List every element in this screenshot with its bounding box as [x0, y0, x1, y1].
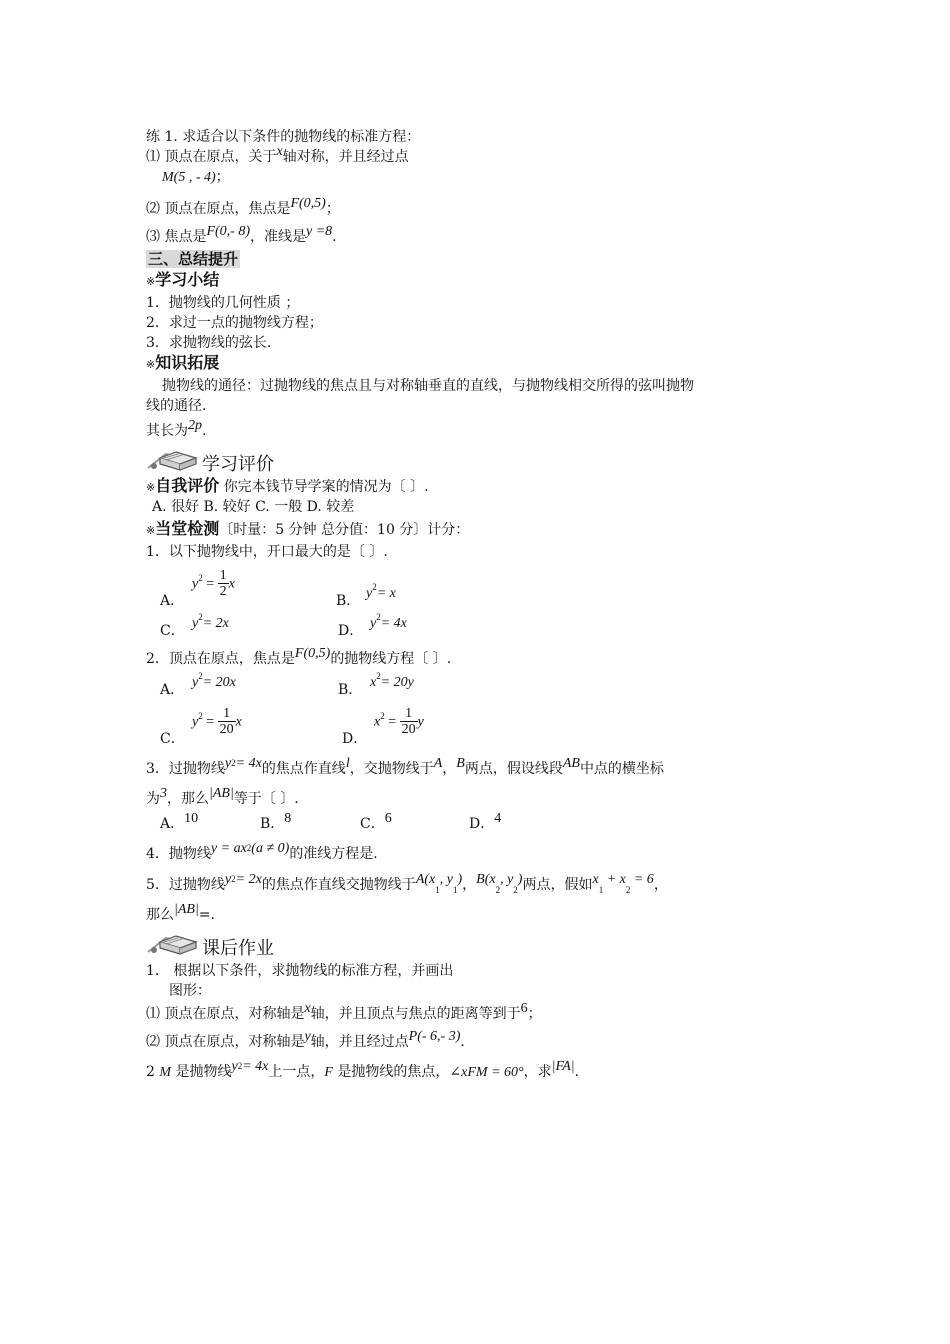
text: B．: [338, 682, 363, 698]
extension-heading: [146, 354, 219, 374]
fraction: [218, 568, 229, 599]
math-ab: AB: [562, 756, 580, 771]
class-test: [146, 520, 469, 540]
text: 图形：: [169, 983, 211, 999]
extension-text: [146, 397, 206, 415]
text: 3．过抛物线: [146, 761, 225, 777]
text: D．: [469, 816, 495, 832]
text: C．: [160, 731, 185, 747]
text: ，那么: [167, 791, 209, 807]
text: ，: [653, 877, 668, 893]
text: 两点，假设线段: [464, 761, 563, 777]
text: 的准线方程是.: [289, 846, 378, 862]
text: .: [460, 1034, 465, 1050]
numerator: 1: [219, 568, 227, 583]
math-sum: x: [592, 872, 599, 887]
math-point-f: F(0,5): [290, 196, 326, 211]
text: 轴，并且顶点与焦点的距离等到于: [310, 1006, 521, 1022]
math-m: M: [159, 1065, 172, 1080]
option-label: [469, 811, 502, 834]
math-point-b: , y: [500, 872, 514, 887]
homework-banner: [146, 930, 346, 960]
math-expr: = 4x: [380, 616, 407, 631]
q1-option-c-expr: $y^2= 2x$: [192, 612, 229, 631]
question-3-cont: [146, 786, 299, 809]
text: 1．以下抛物线中，开口最大的是〔 〕.: [146, 544, 388, 560]
star-icon: ※: [146, 275, 156, 288]
summary-item: [146, 314, 323, 332]
text: 那么: [146, 907, 174, 923]
math-3: 3: [160, 786, 167, 801]
book-icon: [146, 930, 202, 958]
practice-title-text: 练 1. 求适合以下条件的抛物线的标准方程：: [146, 129, 421, 145]
text: ⑶ 焦点是: [146, 229, 207, 245]
text: B．: [260, 816, 285, 832]
text: 1．抛物线的几何性质 ；: [146, 295, 300, 311]
math-point-a: ): [457, 872, 463, 887]
option-value: 6: [384, 811, 392, 826]
text: .: [574, 1064, 580, 1080]
option-value: 10: [184, 811, 199, 826]
summary-heading: [146, 271, 219, 291]
question-1: [146, 543, 388, 561]
q2-option-c-expr: $y^2$ = $\frac{1}{20}$ x: [192, 706, 242, 737]
practice-item-1-point: [162, 168, 230, 187]
text: 两点，假如: [522, 877, 593, 893]
math-expr: = 2x: [235, 872, 262, 887]
math-f: F: [324, 1065, 333, 1080]
text: D．: [338, 623, 364, 639]
text: 1． 根据以下条件，求抛物线的标准方程，并画出: [146, 963, 454, 979]
text: 线的通径.: [146, 398, 207, 414]
math-point-m: M(5 , - 4): [162, 170, 216, 185]
text: ，: [462, 877, 477, 893]
summary-title: 学习小结: [155, 270, 220, 289]
q1-option-a-expr: $y^2$ = $\frac{1}{2}$ x: [192, 568, 235, 599]
text: 2．顶点在原点，焦点是: [146, 651, 295, 667]
eval-banner: [146, 446, 346, 476]
math-expr: = 20x: [202, 675, 236, 690]
option-label: [160, 811, 199, 834]
text: 中点的横坐标: [579, 761, 664, 777]
text: ⑴ 顶点在原点，关于: [146, 149, 277, 165]
math-y: y: [304, 1029, 311, 1044]
math-expr: = 4x: [242, 1059, 269, 1074]
option-label: [160, 681, 184, 699]
extension-text: [162, 377, 694, 395]
text: ，准线是: [250, 229, 306, 245]
text: ，求: [523, 1064, 552, 1080]
text: A．: [160, 593, 185, 609]
section-heading-text: 三、总结提升: [148, 250, 239, 268]
numerator: 1: [400, 706, 418, 722]
homework-1-cont: [169, 982, 211, 1000]
homework-2: 2 M 是抛物线$y^2= 4x$上一点，F 是抛物线的焦点，∠xFM = 60°，求|FA|.: [146, 1059, 580, 1080]
text: ⑵ 顶点在原点，焦点是: [146, 201, 291, 217]
math-abs-fa: |FA|: [551, 1059, 575, 1074]
fraction: [400, 706, 418, 737]
q2-option-d-expr: $x^2$ = $\frac{1}{20}$ y: [374, 706, 424, 737]
text: 2: [146, 1064, 155, 1080]
homework-banner-title: 课后作业: [202, 938, 274, 959]
text: 你完本钱节导学案的情况为〔 〕.: [223, 479, 429, 495]
math-condition: (a ≠ 0): [251, 841, 290, 856]
math-point-b: B(x: [476, 872, 496, 887]
math-angle: ∠xFM = 60°: [449, 1065, 524, 1080]
q1-option-b-expr: $y^2= x$: [366, 582, 396, 601]
math-abs-ab: |AB|: [174, 902, 199, 917]
self-eval: [146, 477, 429, 497]
practice-title: [146, 128, 420, 146]
numerator: 1: [218, 706, 236, 722]
text: 是抛物线的焦点，: [337, 1064, 450, 1080]
text: 的抛物线方程〔 〕.: [330, 651, 452, 667]
text: =.: [198, 907, 215, 923]
math-expr: = 20y: [380, 675, 414, 690]
text: 其长为: [146, 423, 188, 439]
text: 为: [146, 791, 160, 807]
math-directrix: y =8: [306, 224, 333, 239]
question-4: 4．抛物线$y = ax^2(a \ne 0)$的准线方程是.: [146, 841, 378, 862]
homework-1: [146, 962, 453, 980]
q2-option-b-expr: $x^2= 20y$: [370, 671, 414, 690]
text: 轴，并且经过点: [310, 1034, 409, 1050]
math-2p: 2p: [188, 418, 202, 433]
option-label: [160, 592, 184, 610]
text: ；: [325, 201, 340, 217]
text: ⑵ 顶点在原点，对称轴是: [146, 1034, 305, 1050]
text: 〔时量：5 分钟 总分值：10 分〕计分：: [219, 522, 470, 538]
star-icon: ※: [146, 481, 156, 494]
text: ；: [527, 1006, 542, 1022]
class-test-title: 当堂检测: [155, 519, 220, 538]
text: 是抛物线: [175, 1064, 232, 1080]
text: 上一点，: [268, 1064, 325, 1080]
text: 2．求过一点的抛物线方程；: [146, 315, 323, 331]
denominator: 2: [219, 584, 227, 599]
text: 5．过抛物线: [146, 877, 225, 893]
denominator: 20: [401, 722, 416, 737]
option-label: [160, 622, 185, 640]
q1-option-d-expr: $y^2= 4x$: [370, 612, 407, 631]
option-label: [338, 622, 363, 640]
text: .: [202, 423, 207, 439]
math-point-f: F(0,- 8): [206, 224, 250, 239]
text: 4．抛物线: [146, 846, 211, 862]
math-point-f: F(0,5): [294, 646, 331, 661]
math-x: x: [276, 144, 283, 159]
question-5-cont: [146, 902, 215, 925]
math-point-b: ): [517, 872, 523, 887]
eval-banner-title: 学习评价: [202, 454, 274, 475]
text: A. 很好 B. 较好 C. 一般 D. 较差: [152, 499, 355, 515]
question-2: [146, 646, 452, 669]
option-label: [260, 811, 292, 834]
math-expr: = x: [376, 586, 396, 601]
option-label: [338, 681, 362, 699]
math-point-a: A(x: [415, 872, 436, 887]
summary-item: [146, 294, 299, 312]
practice-item-1: [146, 144, 409, 167]
option-value: 4: [494, 811, 502, 826]
option-label: [360, 811, 392, 834]
math-expr: = 4x: [235, 756, 262, 771]
option-label: [336, 592, 360, 610]
homework-1-item-2: [146, 1029, 465, 1052]
text: 3．求抛物线的弦长.: [146, 335, 272, 351]
math-x: x: [304, 1001, 311, 1016]
text: 的焦点作直线: [261, 761, 346, 777]
homework-1-item-1: [146, 1001, 542, 1024]
question-5: 5．过抛物线$y^2= 2x$的焦点作直线交抛物线于$A(x_1$, $y_1$)，$B(x_2$, $y_2$)两点，假如$x_1 + x_2 = 6$，: [146, 872, 668, 895]
fraction: [218, 706, 236, 737]
text: 的焦点作直线交抛物线于: [261, 877, 416, 893]
text: C．: [160, 623, 185, 639]
star-icon: ※: [146, 524, 156, 537]
math-expr: = 2x: [202, 616, 229, 631]
text: B．: [336, 593, 361, 609]
math-expr: y = ax: [210, 841, 247, 856]
option-label: [160, 730, 185, 748]
extension-length: [146, 418, 207, 441]
text: 轴对称，并且经过点: [282, 149, 409, 165]
text: ；: [215, 169, 230, 185]
text: ，: [442, 761, 457, 777]
text: A．: [160, 816, 185, 832]
option-label: [342, 730, 367, 748]
math-abs-ab: |AB|: [209, 786, 234, 801]
denominator: 20: [219, 722, 234, 737]
star-icon: ※: [146, 358, 156, 371]
option-value: 8: [284, 811, 292, 826]
text: .: [332, 229, 337, 245]
text: A．: [160, 682, 185, 698]
summary-item: [146, 334, 271, 352]
math-b: B: [456, 756, 465, 771]
section-heading: [146, 250, 240, 269]
text: C．: [360, 816, 385, 832]
math-a: A: [433, 756, 443, 771]
q2-option-a-expr: $y^2= 20x$: [192, 671, 236, 690]
self-eval-title: 自我评价: [155, 476, 220, 495]
practice-item-2: [146, 196, 340, 219]
math-sum: + x: [603, 872, 626, 887]
math-6: 6: [520, 1001, 528, 1016]
question-3: 3．过抛物线$y^2= 4x$的焦点作直线l，交抛物线于A，B两点，假设线段AB中点的横坐标: [146, 756, 664, 777]
text: 抛物线的通径：过抛物线的焦点且与对称轴垂直的直线，与抛物线相交所得的弦叫抛物: [162, 378, 694, 394]
book-icon: [146, 446, 202, 474]
practice-item-3: [146, 224, 337, 247]
math-point-a: , y: [439, 872, 453, 887]
text: 等于〔 〕.: [233, 791, 299, 807]
math-l: l: [345, 756, 350, 771]
text: ⑴ 顶点在原点，对称轴是: [146, 1006, 305, 1022]
self-eval-options: [152, 498, 354, 516]
math-sum: = 6: [630, 872, 654, 887]
text: D．: [342, 731, 368, 747]
math-point-p: P(- 6,- 3): [408, 1029, 461, 1044]
extension-title: 知识拓展: [155, 353, 220, 372]
text: ，交抛物线于: [349, 761, 434, 777]
